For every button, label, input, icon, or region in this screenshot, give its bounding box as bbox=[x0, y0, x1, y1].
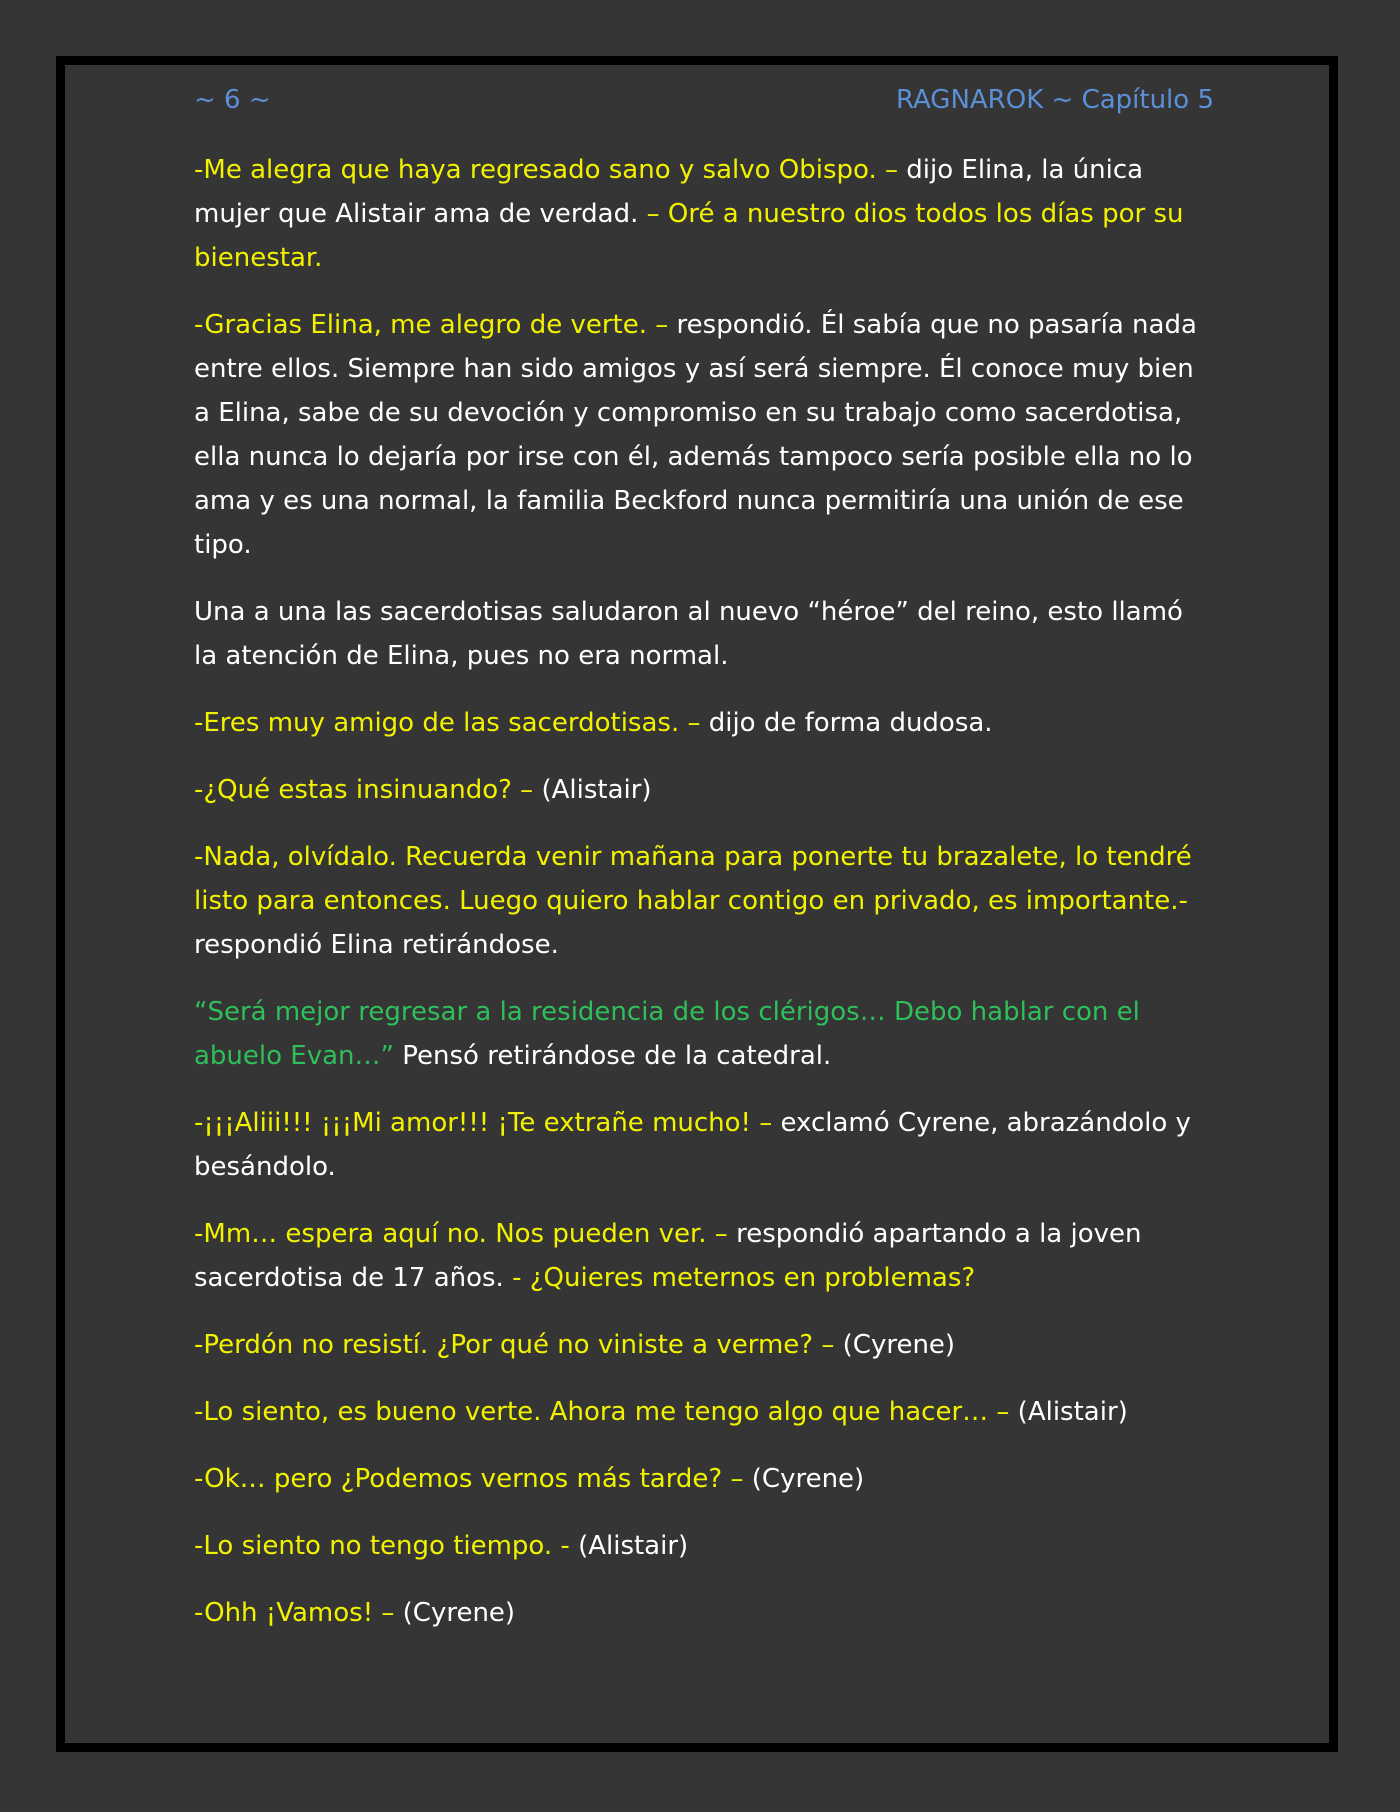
paragraph bbox=[194, 1457, 1214, 1501]
paragraph bbox=[194, 303, 1214, 567]
dialogue-text: -Ohh ¡Vamos! – bbox=[194, 1598, 403, 1628]
thought-text: “Será mejor regresar a la residencia de los clérigos… Debo hablar con el abuelo Evan…” bbox=[194, 997, 1140, 1071]
page-content bbox=[194, 78, 1214, 1658]
paragraph bbox=[194, 1524, 1214, 1568]
dialogue-text: -Lo siento, es bueno verte. Ahora me tengo algo que hacer… – bbox=[194, 1397, 1018, 1427]
chapter-title: RAGNAROK ~ Capítulo 5 bbox=[895, 85, 1214, 115]
narration-text: respondió apartando a la joven sacerdotisa de 17 años. bbox=[194, 1219, 1142, 1293]
paragraph bbox=[194, 701, 1214, 745]
dialogue-text: -Nada, olvídalo. Recuerda venir mañana para ponerte tu brazalete, lo tendré listo para entonces. Luego quiero hablar contigo en privado, es importante.- bbox=[194, 842, 1192, 916]
narration-text: exclamó Cyrene, abrazándolo y besándolo. bbox=[194, 1108, 1191, 1182]
dialogue-text: -¿Qué estas insinuando? – bbox=[194, 775, 542, 805]
dialogue-text: -Lo siento no tengo tiempo. - bbox=[194, 1531, 579, 1561]
narration-text: respondió Elina retirándose. bbox=[194, 930, 559, 960]
dialogue-text: -¡¡¡Aliii!!! ¡¡¡Mi amor!!! ¡Te extrañe mucho! – bbox=[194, 1108, 781, 1138]
dialogue-text: -Me alegra que haya regresado sano y salvo Obispo. – bbox=[194, 155, 907, 185]
narration-text: Pensó retirándose de la catedral. bbox=[402, 1041, 832, 1071]
narration-text: (Alistair) bbox=[1017, 1397, 1128, 1427]
paragraph bbox=[194, 835, 1214, 967]
paragraph bbox=[194, 148, 1214, 280]
narration-text: (Cyrene) bbox=[842, 1330, 956, 1360]
paragraph bbox=[194, 768, 1214, 812]
narration-text: (Alistair) bbox=[541, 775, 652, 805]
paragraph bbox=[194, 590, 1214, 678]
paragraph bbox=[194, 1101, 1214, 1189]
narration-text: (Cyrene) bbox=[751, 1464, 865, 1494]
paragraph bbox=[194, 1212, 1214, 1300]
paragraph bbox=[194, 990, 1214, 1078]
dialogue-text: -Perdón no resistí. ¿Por qué no viniste a verme? – bbox=[194, 1330, 843, 1360]
paragraph bbox=[194, 1390, 1214, 1434]
dialogue-text: -Eres muy amigo de las sacerdotisas. – bbox=[194, 708, 709, 738]
dialogue-text: – Oré a nuestro dios todos los días por su bienestar. bbox=[194, 199, 1184, 273]
narration-text: dijo Elina, la única mujer que Alistair ama de verdad. bbox=[194, 155, 1144, 229]
narration-text: respondió. Él sabía que no pasaría nada entre ellos. Siempre han sido amigos y así será siempre. Él conoce muy bien a Elina, sabe de su devoción y compromiso en su trabajo como sacerdotisa, ella nunca lo dejaría por irse con él, además tampoco sería posible ella no lo ama y es una normal, la familia Beckford nunca permitiría una unión de ese tipo. bbox=[194, 310, 1197, 560]
page-number: ~ 6 ~ bbox=[194, 85, 271, 115]
paragraph bbox=[194, 1591, 1214, 1635]
narration-text: dijo de forma dudosa. bbox=[708, 708, 993, 738]
body-text bbox=[194, 148, 1214, 1635]
page-header bbox=[194, 78, 1214, 122]
narration-text: (Cyrene) bbox=[402, 1598, 516, 1628]
dialogue-text: -Gracias Elina, me alegro de verte. – bbox=[194, 310, 677, 340]
dialogue-text: - ¿Quieres meternos en problemas? bbox=[512, 1263, 976, 1293]
paragraph bbox=[194, 1323, 1214, 1367]
narration-text: (Alistair) bbox=[578, 1531, 689, 1561]
dialogue-text: -Mm… espera aquí no. Nos pueden ver. – bbox=[194, 1219, 737, 1249]
dialogue-text: -Ok… pero ¿Podemos vernos más tarde? – bbox=[194, 1464, 752, 1494]
narration-text: Una a una las sacerdotisas saludaron al nuevo “héroe” del reino, esto llamó la atención de Elina, pues no era normal. bbox=[194, 597, 1183, 671]
